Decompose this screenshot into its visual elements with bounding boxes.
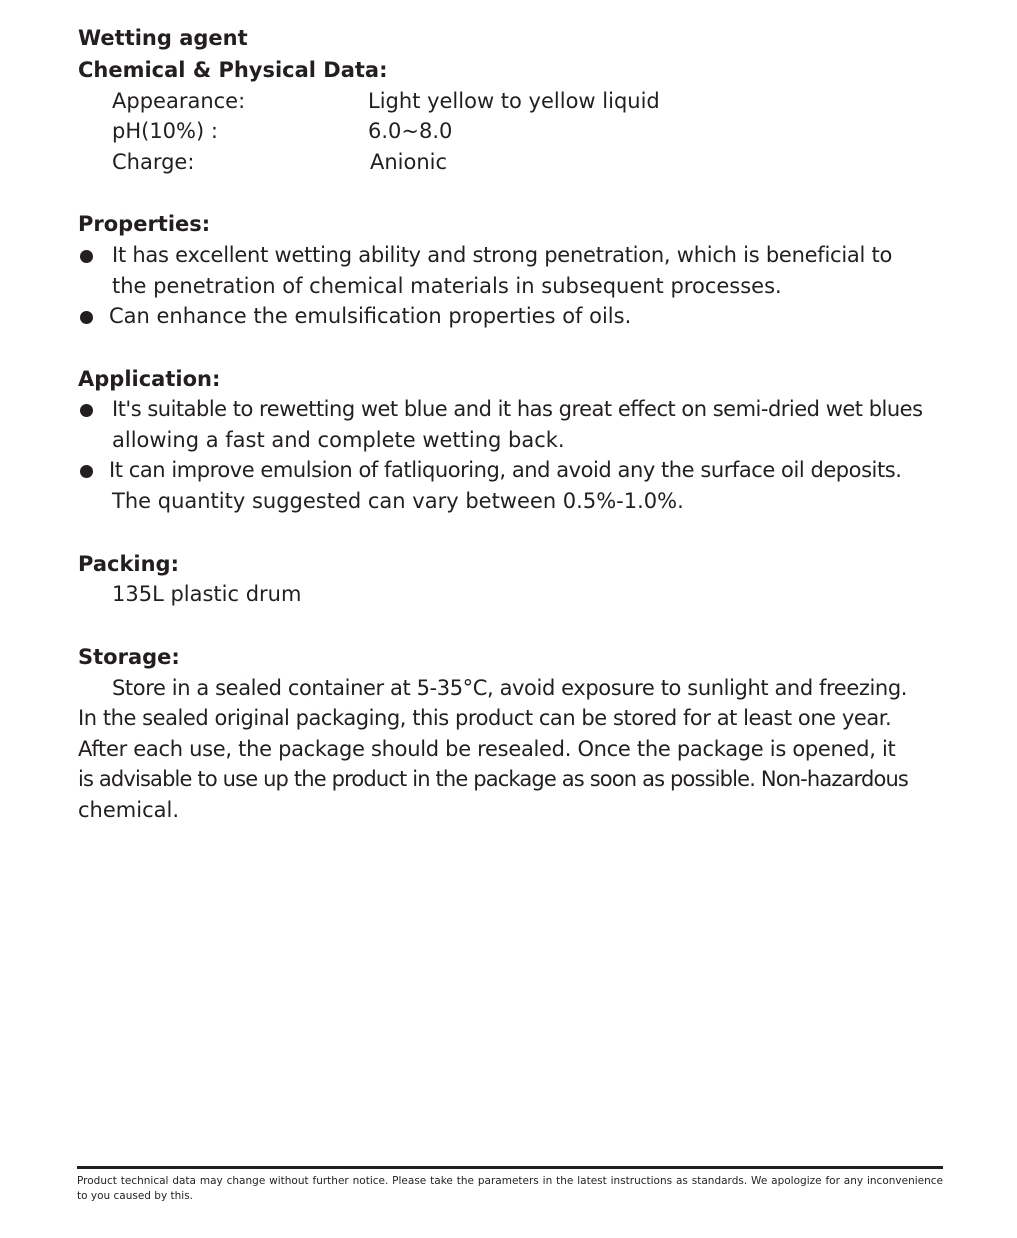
footer-note: Product technical data may change without further notice. Please take the parameters in the latest instructions as standards. We apologize for any inconvenience to you caused by this. [77, 1175, 943, 1202]
storage-line-2: In the sealed original packaging, this product can be stored for at least one year. [78, 706, 892, 730]
storage-line-5: chemical. [78, 798, 179, 822]
storage-line-1: Store in a sealed container at 5-35°C, avoid exposure to sunlight and freezing. [112, 676, 908, 700]
properties-item-2-line-1: Can enhance the emulsification properties of oils. [109, 304, 632, 328]
storage-heading: Storage: [78, 645, 180, 669]
properties-item-1-line-2: the penetration of chemical materials in subsequent processes. [112, 274, 782, 298]
application-heading: Application: [78, 367, 221, 391]
bullet-dot [80, 404, 93, 417]
packing-heading: Packing: [78, 552, 179, 576]
packing-text: 135L plastic drum [112, 582, 302, 606]
bullet-dot [80, 311, 93, 324]
footer-divider [77, 1166, 943, 1169]
properties-item-1-line-1: It has excellent wetting ability and strong penetration, which is beneficial to [112, 243, 893, 267]
charge-value: Anionic [370, 150, 448, 174]
bullet-dot [80, 465, 93, 478]
ph-label: pH(10%) : [112, 119, 218, 143]
properties-heading: Properties: [78, 212, 211, 236]
ph-value: 6.0~8.0 [368, 119, 453, 143]
chemical-physical-heading: Chemical & Physical Data: [78, 58, 388, 82]
appearance-value: Light yellow to yellow liquid [368, 89, 660, 113]
application-item-2-line-1: It can improve emulsion of fatliquoring, and avoid any the surface oil deposits. [109, 458, 902, 482]
charge-label: Charge: [112, 150, 195, 174]
application-item-1-line-2: allowing a fast and complete wetting back. [112, 428, 565, 452]
product-title: Wetting agent [78, 26, 248, 50]
application-item-1-line-1: It's suitable to rewetting wet blue and it has great effect on semi-dried wet blues [112, 397, 923, 421]
storage-line-4: is advisable to use up the product in the package as soon as possible. Non-hazardous [78, 767, 909, 791]
bullet-dot [80, 250, 93, 263]
appearance-label: Appearance: [112, 89, 246, 113]
application-item-2-line-2: The quantity suggested can vary between 0.5%-1.0%. [112, 489, 684, 513]
storage-line-3: After each use, the package should be resealed. Once the package is opened, it [78, 737, 896, 761]
